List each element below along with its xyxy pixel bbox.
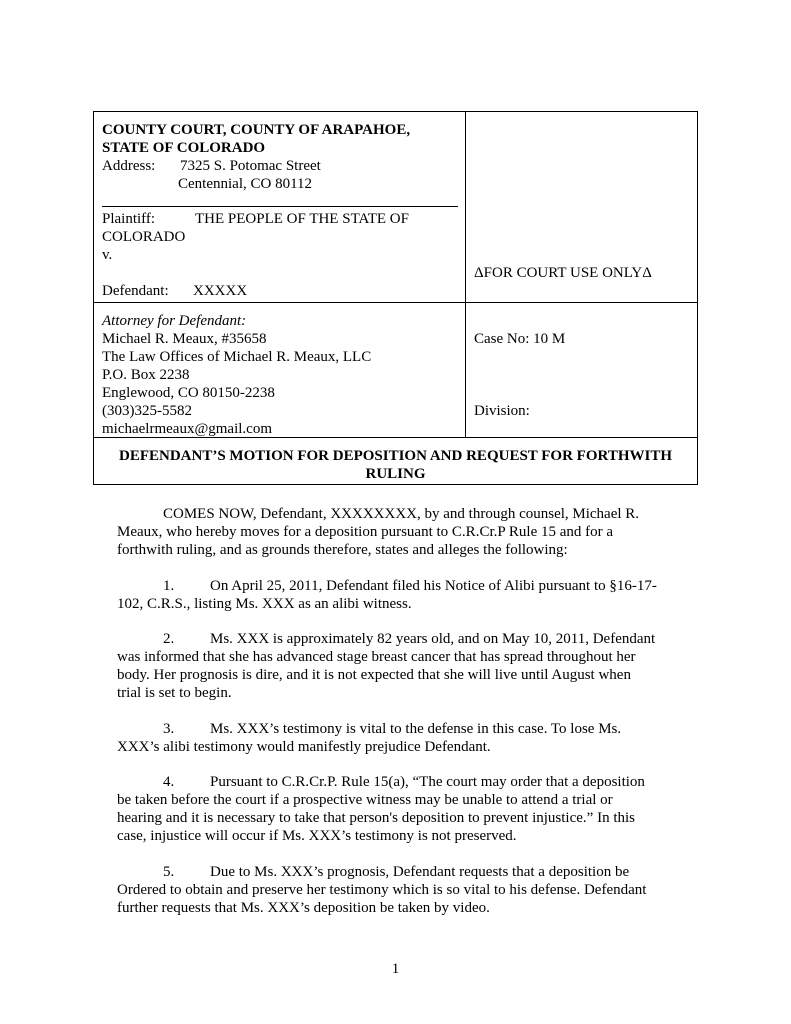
paragraph-number: 1. [163,578,175,594]
division: Division: [474,403,530,419]
case-number: Case No: 10 M [474,331,566,347]
paragraph-line: Pursuant to C.R.Cr.P. Rule 15(a), “The court may order that a deposition [210,774,645,790]
caption-rule [102,206,458,207]
paragraph-line: XXX’s alibi testimony would manifestly prejudice Defendant. [117,739,491,755]
attorney-line: P.O. Box 2238 [102,367,190,383]
paragraph-number: 4. [163,774,175,790]
motion-title-line2: RULING [365,466,426,482]
address-label: Address: [102,158,156,174]
paragraph-line: Ms. XXX is approximately 82 years old, and on May 10, 2011, Defendant [210,631,656,647]
caption-divider-vertical [465,112,466,437]
paragraph-line: Ms. XXX’s testimony is vital to the defense in this case. To lose Ms. [210,721,622,737]
defendant-label: Defendant: [102,283,169,299]
paragraph-line: Due to Ms. XXX’s prognosis, Defendant requests that a deposition be [210,864,630,880]
versus: v. [102,247,113,263]
attorney-line: Michael R. Meaux, #35658 [102,331,267,347]
court-use-only: ΔFOR COURT USE ONLYΔ [474,265,652,281]
court-name-line1: COUNTY COURT, COUNTY OF ARAPAHOE, [102,122,411,138]
address-line1: 7325 S. Potomac Street [180,158,321,174]
paragraph-number: 3. [163,721,175,737]
paragraph-line: case, injustice will occur if Ms. XXX’s testimony is not preserved. [117,828,517,844]
paragraph-line: trial is set to begin. [117,685,232,701]
intro-line: Meaux, who hereby moves for a deposition pursuant to C.R.Cr.P Rule 15 and for a [117,524,614,540]
caption-divider-1 [94,302,697,303]
paragraph-line: On April 25, 2011, Defendant filed his Notice of Alibi pursuant to §16-17- [210,578,657,594]
attorney-line: (303)325-5582 [102,403,192,419]
attorney-heading: Attorney for Defendant: [102,313,247,329]
plaintiff-line1: THE PEOPLE OF THE STATE OF [195,211,409,227]
paragraph-line: further requests that Ms. XXX’s deposition be taken by video. [117,900,490,916]
address-line2: Centennial, CO 80112 [178,176,313,192]
intro-line: forthwith ruling, and as grounds therefore, states and alleges the following: [117,542,568,558]
defendant-name: XXXXX [193,283,248,299]
paragraph-number: 2. [163,631,175,647]
attorney-line: Englewood, CO 80150-2238 [102,385,275,401]
court-name-line2: STATE OF COLORADO [102,140,266,156]
attorney-email: michaelrmeaux@gmail.com [102,421,273,437]
attorney-line: The Law Offices of Michael R. Meaux, LLC [102,349,372,365]
intro-line: COMES NOW, Defendant, XXXXXXXX, by and through counsel, Michael R. [163,506,640,522]
plaintiff-line2: COLORADO [102,229,186,245]
motion-title-line1: DEFENDANT’S MOTION FOR DEPOSITION AND REQUEST FOR FORTHWITH [118,448,672,464]
case-caption-box [93,111,698,485]
paragraph-line: body. Her prognosis is dire, and it is not expected that she will live until August when [117,667,631,683]
paragraph-line: be taken before the court if a prospective witness may be unable to attend a trial or [117,792,613,808]
paragraph-line: 102, C.R.S., listing Ms. XXX as an alibi witness. [117,596,412,612]
paragraph-number: 5. [163,864,175,880]
plaintiff-label: Plaintiff: [102,211,156,227]
motion-title [94,447,697,483]
page-number: 1 [391,961,400,977]
paragraph-line: hearing and it is necessary to take that person's deposition to prevent injustice.” In this [117,810,635,826]
paragraph-line: was informed that she has advanced stage breast cancer that has spread throughout her [117,649,636,665]
paragraph-line: Ordered to obtain and preserve her testimony which is so vital to his defense. Defendant [117,882,647,898]
